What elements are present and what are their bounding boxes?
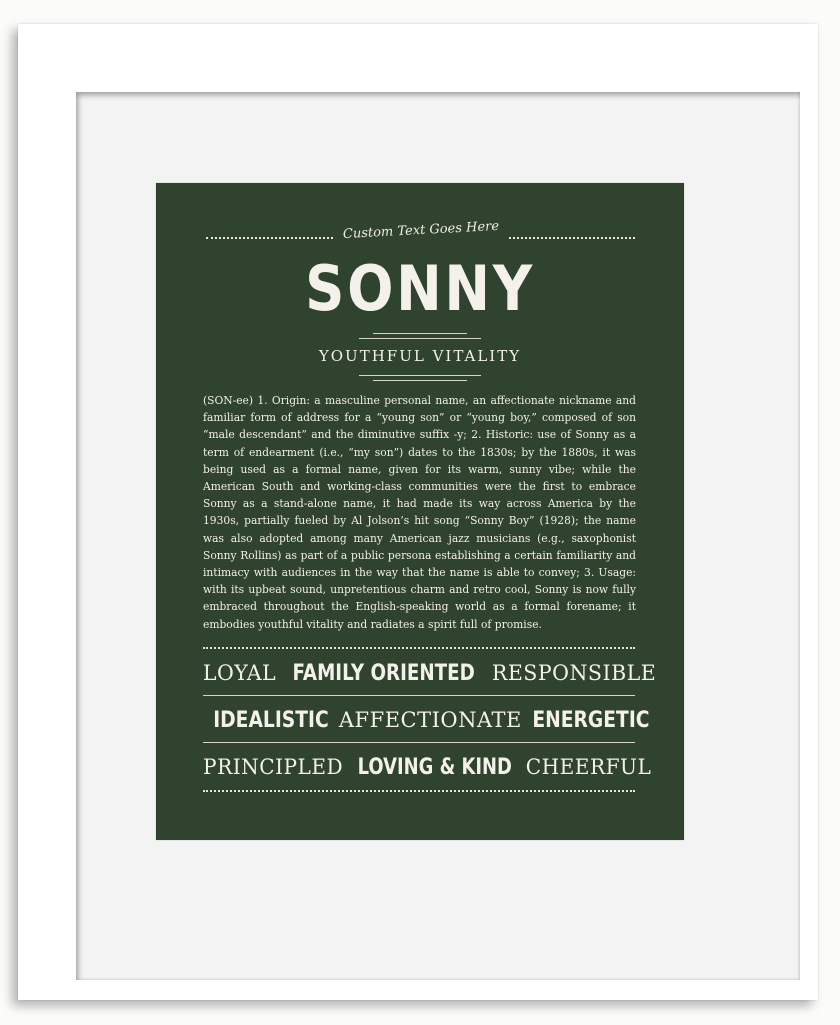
name-title: SONNY	[305, 252, 535, 325]
dotted-divider	[203, 647, 635, 649]
trait-word: PRINCIPLED	[203, 755, 344, 779]
solid-divider	[203, 742, 635, 743]
trait-word: AFFECTIONATE	[338, 708, 522, 732]
dotted-divider-right	[509, 237, 635, 239]
ornament-rule	[373, 380, 467, 381]
trait-word: IDEALISTIC	[213, 707, 329, 733]
traits-row	[203, 655, 656, 691]
trait-word: FAMILY ORIENTED	[292, 660, 476, 686]
trait-word: LOYAL	[203, 661, 277, 685]
traits-row	[203, 749, 652, 785]
trait-word: ENERGETIC	[532, 707, 650, 733]
solid-divider	[203, 695, 635, 696]
dotted-divider	[203, 790, 635, 792]
name-definition: (SON-ee) 1. Origin: a masculine personal name, an affectionate nickname and familiar form of address for a “young son” or “young boy,” composed of son “male descendant” and the diminutive suffix -y; 2. Historic: use of Sonny as a term of endearment (i.e., “my son”) dates to the 1830s; by the 1880s, it was being used as a formal name, given for its warm, sunny vibe; while the American South and working-class communities were the first to embrace Sonny as a stand-alone name, it had made its way across America by the 1930s, partially fueled by Al Jolson’s hit song “Sonny Boy” (1928); the name was also adopted among many American jazz musicians (e.g., saxophonist Sonny Rollins) as part of a public persona establishing a certain familiarity and intimacy with audiences in the way that the name is able to convey; 3. Usage: with its upbeat sound, unpretentious charm and retro cool, Sonny is now fully embraced throughout the English-speaking world as a formal forename; it embodies youthful vitality and radiates a spirit full of promise.	[203, 394, 636, 631]
trait-word: CHEERFUL	[525, 755, 652, 779]
traits-row	[203, 702, 650, 738]
trait-word: RESPONSIBLE	[491, 661, 656, 685]
ornament-rule	[373, 333, 467, 334]
ornament-rule	[359, 338, 481, 339]
custom-text: Custom Text Goes Here	[342, 218, 500, 243]
name-print	[156, 183, 684, 840]
ornament-rule	[359, 375, 481, 376]
dotted-divider-left	[206, 237, 333, 239]
trait-word: LOVING & KIND	[357, 754, 512, 780]
name-tagline: YOUTHFUL VITALITY	[318, 347, 522, 365]
